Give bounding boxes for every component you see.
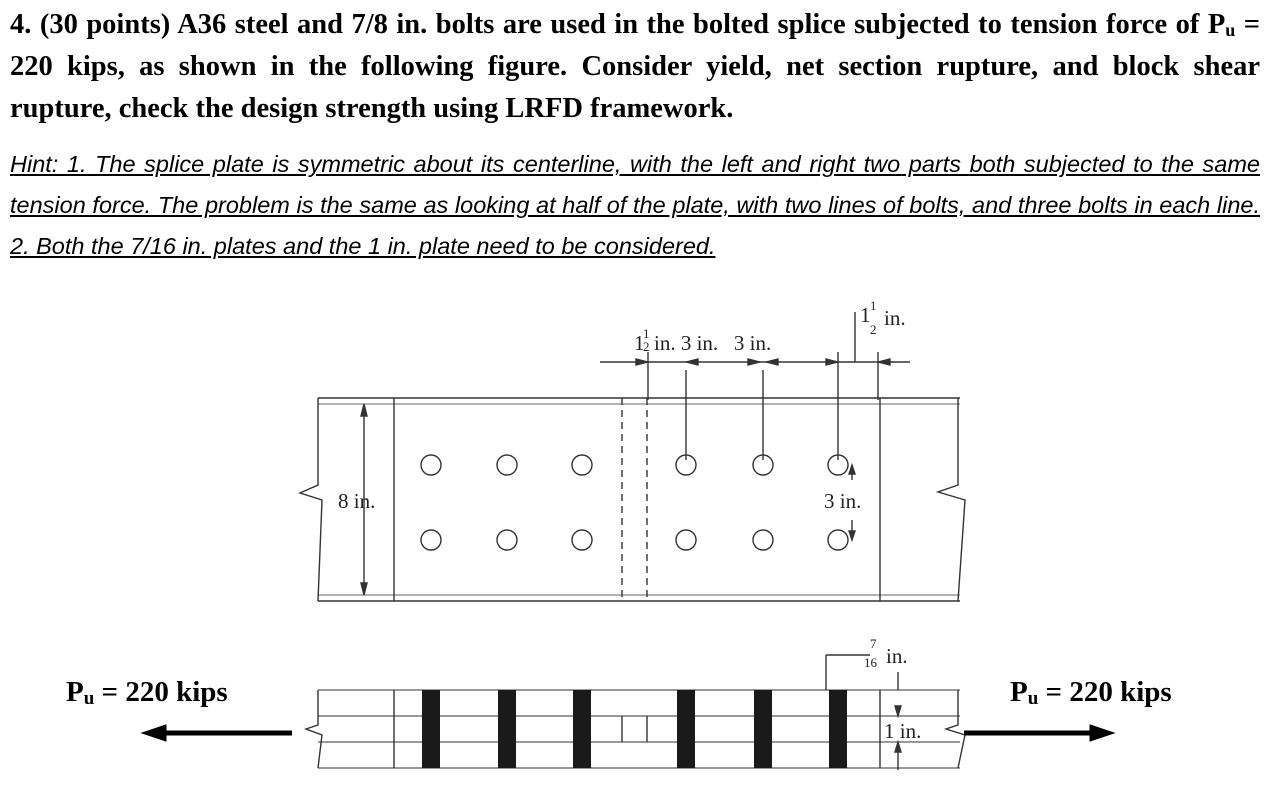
bolt-hole bbox=[421, 455, 441, 475]
dim-arrow bbox=[849, 465, 855, 474]
load-value: = 220 kips bbox=[1038, 676, 1172, 708]
frac-num: 1 bbox=[643, 326, 650, 341]
bolt-shank bbox=[422, 690, 440, 768]
dim-arrow bbox=[895, 742, 901, 752]
problem-points: (30 points) bbox=[39, 9, 171, 40]
frac-whole: 1 bbox=[860, 303, 871, 327]
dim-arrow bbox=[878, 359, 890, 365]
break-line-left bbox=[300, 398, 322, 601]
bolt-hole bbox=[828, 530, 848, 550]
arrow-head-right bbox=[1090, 725, 1114, 741]
dim-arrow bbox=[686, 359, 698, 365]
frac-den: 2 bbox=[643, 339, 650, 354]
problem-text-2: = 220 kips, as shown in the following figure. Consider yield, net section rupture, and block shear rupture, check the design strength using LRFD framework. bbox=[10, 9, 1260, 124]
problem-text-1: A36 steel and 7/8 in. bolts are used in the bolted splice subjected to tension force of P bbox=[177, 9, 1226, 40]
arrow-head-left bbox=[142, 725, 166, 741]
dim-gauge: 3 in. bbox=[824, 489, 862, 513]
load-sub: u bbox=[1027, 688, 1039, 709]
dim-arrow bbox=[766, 359, 778, 365]
frac-whole: 1 bbox=[634, 331, 645, 355]
dim-arrow bbox=[826, 359, 838, 365]
problem-number: 4. bbox=[10, 9, 32, 40]
break-elev-right bbox=[946, 690, 965, 768]
problem-subscript: u bbox=[1225, 20, 1236, 40]
load-p: P bbox=[1010, 676, 1028, 708]
dim-width: 8 in. bbox=[338, 489, 376, 513]
bolt-hole bbox=[497, 530, 517, 550]
bolt-shank bbox=[829, 690, 847, 768]
dim-edge-top: in. bbox=[884, 306, 906, 330]
thin-num: 7 bbox=[870, 636, 877, 651]
bolt-shank bbox=[573, 690, 591, 768]
load-label-right bbox=[1010, 676, 1172, 709]
bolt-hole bbox=[421, 530, 441, 550]
break-line-right bbox=[938, 398, 965, 601]
load-label-left bbox=[66, 676, 228, 709]
bolt-hole bbox=[753, 530, 773, 550]
frac-den: 2 bbox=[870, 322, 877, 337]
dim-thick-plate: 1 in. bbox=[884, 719, 922, 743]
thin-den: 16 bbox=[864, 655, 877, 670]
load-value: = 220 kips bbox=[94, 676, 228, 708]
dim-arrow bbox=[849, 531, 855, 540]
dim-thin-plate: in. bbox=[886, 644, 908, 668]
dim-arrow bbox=[361, 583, 367, 595]
dim-arrow bbox=[361, 404, 367, 416]
hint-text: Hint: 1. The splice plate is symmetric about its centerline, with the left and right two parts both subjected to the same tension force. The problem is the same as looking at half of the plate, with two lines of bolts, and three bolts in each line. 2. Both the 7/16 in. plates and the 1 in. plate need to be considered. bbox=[10, 151, 1260, 259]
bolt-hole bbox=[676, 530, 696, 550]
bolts-elevation bbox=[422, 690, 847, 768]
dim-spacing-top: in. 3 in. 3 in. bbox=[654, 331, 772, 355]
bolt-hole bbox=[572, 530, 592, 550]
frac-num: 1 bbox=[870, 298, 877, 313]
break-elev-left bbox=[306, 690, 322, 768]
load-p: P bbox=[66, 676, 84, 708]
dim-arrow bbox=[895, 706, 901, 716]
bolt-shank bbox=[498, 690, 516, 768]
bolt-hole bbox=[497, 455, 517, 475]
load-sub: u bbox=[83, 688, 95, 709]
dim-arrow bbox=[748, 359, 760, 365]
bolt-shank bbox=[754, 690, 772, 768]
bolt-hole bbox=[572, 455, 592, 475]
bolt-shank bbox=[677, 690, 695, 768]
dim-arrow bbox=[636, 359, 648, 365]
